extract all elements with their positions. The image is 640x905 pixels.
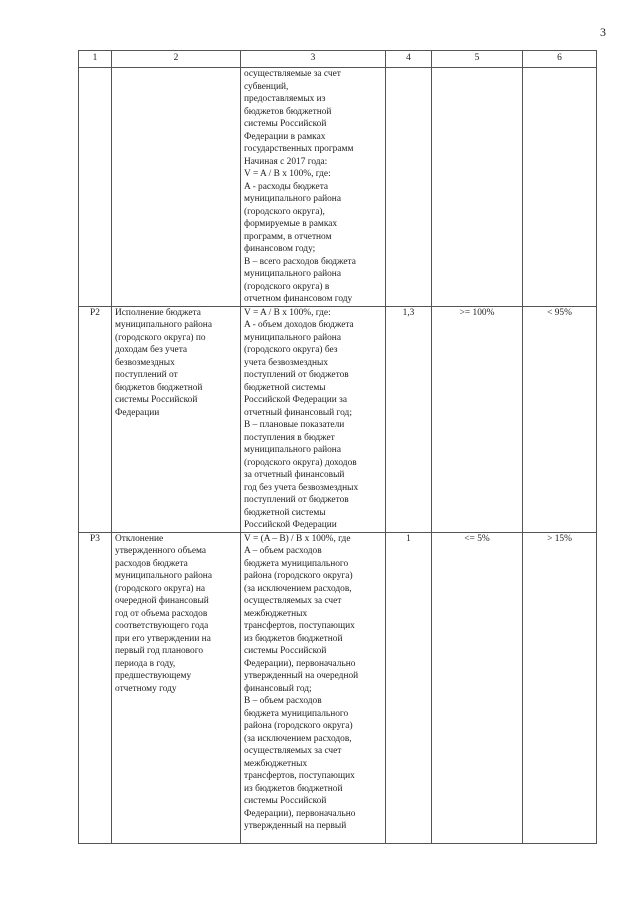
indicator-bad-value (523, 68, 597, 307)
indicator-formula: V = A / B x 100%, где: A - объем доходов бюджета муниципального района (городского округа) без учета безвозмездных поступлений от бюджетов бюджетной системы Российской Федерации за отчетный финансовый год; B – плановые показатели поступления в бюджет муниципального района (городского округа) доходов за отчетный финансовый год без учета безвозмездных поступлений от бюджетов бюджетной системы Российской Федерации (241, 306, 386, 532)
table-row (79, 306, 597, 532)
indicators-table (78, 50, 597, 844)
table-row (79, 68, 597, 307)
column-header: 3 (241, 51, 386, 68)
indicator-bad-value: < 95% (523, 306, 597, 532)
column-header: 5 (432, 51, 523, 68)
table-header-row (79, 51, 597, 68)
indicator-weight: 1,3 (386, 306, 432, 532)
indicator-code: P2 (79, 306, 112, 532)
indicator-code (79, 68, 112, 307)
indicator-weight: 1 (386, 532, 432, 843)
indicator-name: Исполнение бюджета муниципального района (городского округа) по доходам без учета безвозмездных поступлений от бюджетов бюджетной системы Российской Федерации (112, 306, 241, 532)
page-number: 3 (600, 25, 606, 39)
column-header: 2 (112, 51, 241, 68)
indicator-threshold (432, 68, 523, 307)
column-header: 6 (523, 51, 597, 68)
indicator-formula: осуществляемые за счет субвенций, предоставляемых из бюджетов бюджетной системы Российской Федерации в рамках государственных программ Начиная с 2017 года: V = A / B x 100%, где: A - расходы бюджета муниципального района (городского округа), формируемые в рамках программ, в отчетном финансовом году; B – всего расходов бюджета муниципального района (городского округа) в отчетном финансовом году (241, 68, 386, 307)
indicator-name (112, 68, 241, 307)
indicator-threshold: <= 5% (432, 532, 523, 843)
table-row (79, 532, 597, 843)
indicator-code: P3 (79, 532, 112, 843)
indicator-formula: V = (A – B) / B x 100%, где A – объем расходов бюджета муниципального района (городского округа) (за исключением расходов, осуществляемых за счет межбюджетных трансфертов, поступающих из бюджетов бюджетной системы Российской Федерации), первоначально утвержденный на очередной финансовый год; B – объем расходов бюджета муниципального района (городского округа) (за исключением расходов, осуществляемых за счет межбюджетных трансфертов, поступающих из бюджетов бюджетной системы Российской Федерации), первоначально утвержденный на первый (241, 532, 386, 843)
indicator-weight (386, 68, 432, 307)
indicator-threshold: >= 100% (432, 306, 523, 532)
column-header: 4 (386, 51, 432, 68)
indicator-bad-value: > 15% (523, 532, 597, 843)
column-header: 1 (79, 51, 112, 68)
indicator-name: Отклонение утвержденного объема расходов бюджета муниципального района (городского округа) на очередной финансовый год от объема расходов соответствующего года при его утверждении на первый год планового периода в году, предшествующему отчетному году (112, 532, 241, 843)
